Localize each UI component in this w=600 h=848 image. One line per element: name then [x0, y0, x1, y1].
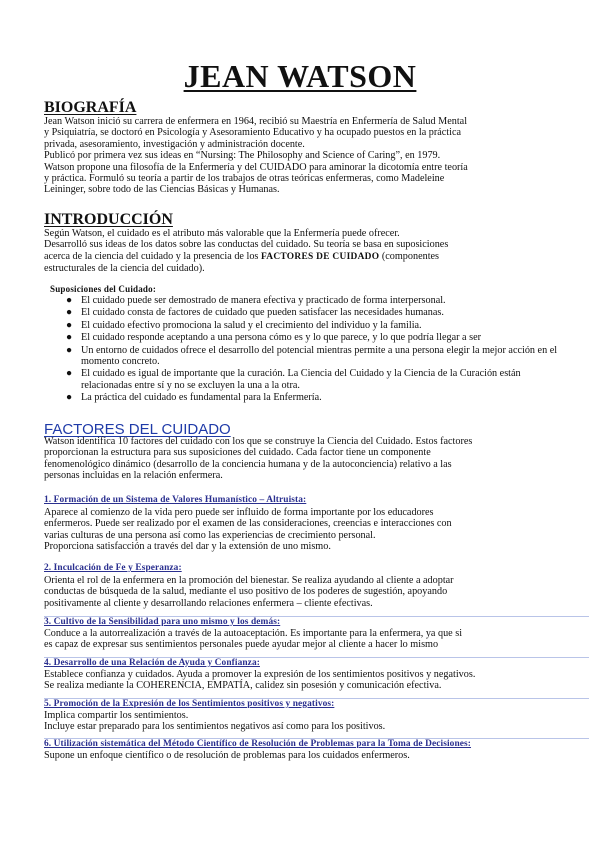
factores-intro [44, 436, 564, 482]
introduccion-line-post: (componentes [379, 250, 440, 262]
factores-de-cuidado-emphasis: FACTORES DE CUIDADO [260, 251, 380, 262]
list-item-text: La práctica del cuidado es fundamental para la Enfermería. [81, 392, 322, 404]
list-item-text: El cuidado responde aceptando a una persona cómo es y lo que parece, y lo que podría llegar a ser [81, 332, 481, 344]
biografia-line: Jean Watson inició su carrera de enfermera en 1964, recibió su Maestría en Enfermería de Salud Mental [44, 116, 468, 127]
introduccion-text [44, 228, 564, 275]
factor-line: Conduce a la autorrealización a través de la autoaceptación. Es importante para la enfermera, ya que si [44, 628, 463, 639]
bullet-icon: ● [66, 319, 73, 331]
bullet-icon: ● [66, 344, 73, 356]
factor-line: Incluye estar preparado para los sentimientos negativos así como para los positivos. [44, 721, 386, 733]
introduccion-line: Según Watson, el cuidado es el atributo más valorable que la Enfermería puede ofrecer. [44, 228, 400, 239]
factores-line: personas incluidas en la relación enfermera. [44, 470, 223, 482]
bullet-icon: ● [66, 332, 73, 344]
bullet-icon: ● [66, 295, 73, 306]
factor-5-text [44, 710, 564, 733]
factor-line: conductas de búsqueda de la salud, mediante el uso positivo de los poderes de sugestión, apoyando [44, 586, 448, 598]
biografia-line: Publicó por primera vez sus ideas en “Nursing: The Philosophy and Science of Caring”, en 1979. [44, 150, 441, 162]
introduccion-heading: INTRODUCCIÓN [44, 211, 173, 228]
factores-line: proporcionan la estructura para sus suposiciones del cuidado. Cada factor tiene un componente [44, 447, 431, 459]
introduccion-line [44, 251, 564, 263]
introduccion-line: estructurales de la ciencia del cuidado). [44, 263, 205, 275]
factor-line: Proporciona satisfacción a través del dar y la extensión de uno mismo. [44, 541, 331, 553]
factor-4-text [44, 669, 564, 692]
bullet-icon: ● [66, 392, 73, 404]
factor-6-heading: 6. Utilización sistemática del Método Científico de Resolución de Problemas para la Toma de Decisiones: [44, 738, 589, 750]
bullet-icon: ● [66, 307, 73, 319]
factor-line: Implica compartir los sentimientos. [44, 710, 189, 721]
factor-6-text [44, 750, 564, 761]
factor-line: positivamente al cliente y desarrollando relaciones enfermera – cliente efectivas. [44, 597, 373, 609]
list-item-text: El cuidado puede ser demostrado de manera efectiva y practicado de forma interpersonal. [81, 295, 446, 306]
factor-line: Establece confianza y cuidados. Ayuda a promover la expresión de los sentimientos positivos y negativos. [44, 669, 476, 680]
suposiciones-list [66, 295, 561, 405]
factor-line: enfermeros. Puede ser realizado por el examen de las consideraciones, creencias e interacciones con [44, 518, 452, 530]
list-item [66, 368, 561, 391]
biografia-line: Leininger, sobre todo de las Ciencias Básicas y Humanas. [44, 184, 280, 196]
list-item [66, 392, 561, 403]
list-item-text: El cuidado es igual de importante que la curación. La Ciencia del Cuidado y la Ciencia de la Curación están relacionadas entre sí y no se excluyen la una a la otra. [81, 368, 521, 391]
factor-line: Supone un enfoque científico o de resolución de problemas para los cuidados enfermeros. [44, 750, 410, 761]
factores-line: fenomenológico dinámico (desarrollo de la conciencia humana y de la autoconciencia) relativo a las [44, 458, 452, 470]
list-item-text: El cuidado efectivo promociona la salud y el crecimiento del individuo y la familia. [81, 319, 422, 331]
list-item [66, 320, 561, 331]
factores-heading: FACTORES DEL CUIDADO [44, 421, 231, 438]
factor-line: varias culturas de una persona así como las experiencias de crecimiento personal. [44, 529, 376, 541]
list-item [66, 295, 561, 306]
factor-line: es capaz de expresar sus sentimientos personales puede ayudar mejor al cliente a hacer lo mismo [44, 639, 439, 651]
document-title: JEAN WATSON [183, 58, 417, 94]
factor-line: Aparece al comienzo de la vida pero puede ser influido de forma importante por los educadores [44, 507, 434, 518]
factor-2-text [44, 575, 564, 609]
biografia-line: y práctica. Formuló su teoría a partir de los trabajos de otras teóricas enfermeras, como Madeleine [44, 173, 445, 185]
list-item [66, 307, 561, 318]
introduccion-line-pre: acerca de la ciencia del cuidado y la presencia de los [44, 250, 261, 262]
factor-1-heading: 1. Formación de un Sistema de Valores Humanístico – Altruista: [44, 495, 307, 505]
biografia-heading: BIOGRAFÍA [44, 99, 137, 116]
factor-4-heading: 4. Desarrollo de una Relación de Ayuda y Confianza: [44, 657, 589, 669]
biografia-line: privada, asesoramiento, investigación y administración docente. [44, 138, 305, 150]
factor-line: Orienta el rol de la enfermera en la promoción del bienestar. Se realiza ayudando al cliente a adoptar [44, 575, 454, 586]
factor-5-heading: 5. Promoción de la Expresión de los Sentimientos positivos y negativos: [44, 698, 589, 710]
factor-1-text [44, 507, 564, 553]
biografia-text [44, 116, 564, 196]
list-item-text: Un entorno de cuidados ofrece el desarrollo del potencial mientras permite a una persona elegir la mejor acción en el momento concreto. [81, 344, 558, 368]
factor-3-heading: 3. Cultivo de la Sensibilidad para uno mismo y los demás: [44, 616, 589, 628]
introduccion-line: Desarrolló sus ideas de los datos sobre las conductas del cuidado. Su teoría se basa en suposiciones [44, 239, 449, 251]
suposiciones-label: Suposiciones del Cuidado: [50, 284, 157, 294]
biografia-line: y Psiquiatría, se doctoró en Psicología y Asesoramiento Educativo y ha ocupado puestos en la práctica [44, 127, 462, 139]
factores-line: Watson identifica 10 factores del cuidado con los que se construye la Ciencia del Cuidado. Estos factores [44, 436, 473, 447]
factor-2-heading: 2. Inculcación de Fe y Esperanza: [44, 563, 182, 573]
factor-line: Se realiza mediante la COHERENCIA, EMPATÍA, calidez sin posesión y comunicación efectiva. [44, 680, 442, 692]
bullet-icon: ● [66, 368, 73, 380]
biografia-line: Watson propone una filosofía de la Enfermería y del CUIDADO para aminorar la dicotomía entre teoría [44, 161, 468, 173]
list-item-text: El cuidado consta de factores de cuidado que pueden satisfacer las necesidades humanas. [81, 307, 444, 319]
list-item [66, 345, 561, 368]
list-item [66, 332, 561, 343]
factor-3-text [44, 628, 564, 651]
